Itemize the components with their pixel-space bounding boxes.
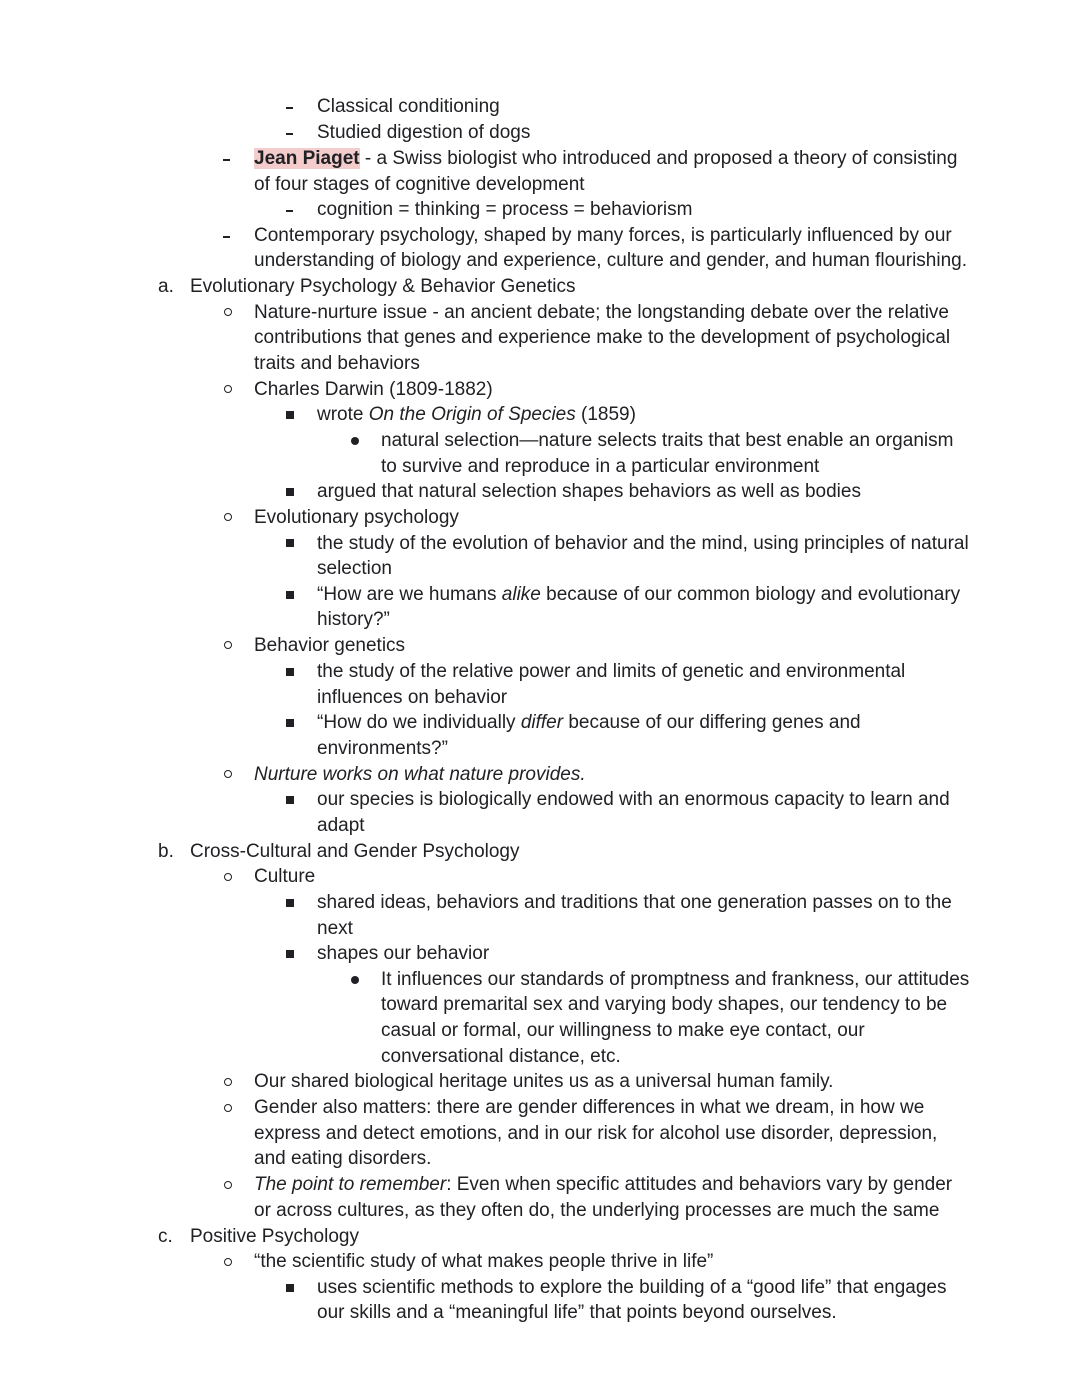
circle-bullet	[224, 385, 232, 393]
circle-bullet	[224, 873, 232, 881]
note-line: adapt	[317, 815, 365, 836]
note-line: “How are we humans alike because of our common biology and evolutionary	[317, 584, 961, 605]
square-bullet	[286, 539, 294, 547]
circle-bullet	[224, 308, 232, 316]
note-line: influences on behavior	[317, 687, 508, 708]
note-line: Gender also matters: there are gender differences in what we dream, in how we	[254, 1097, 925, 1118]
note-line: uses scientific methods to explore the building of a “good life” that engages	[317, 1277, 947, 1298]
circle-bullet	[224, 641, 232, 649]
note-line: and eating disorders.	[254, 1148, 432, 1169]
disc-bullet	[351, 976, 359, 984]
piaget-line: Jean Piaget - a Swiss biologist who introduced and proposed a theory of consisting	[254, 148, 958, 169]
note-line: toward premarital sex and varying body shapes, our tendency to be	[381, 994, 948, 1015]
circle-bullet	[224, 1181, 232, 1189]
note-line: Nature-nurture issue - an ancient debate; the longstanding debate over the relative	[254, 302, 950, 323]
note-line: argued that natural selection shapes behaviors as well as bodies	[317, 481, 861, 502]
note-line: selection	[317, 558, 392, 579]
square-bullet	[286, 899, 294, 907]
note-line: the study of the relative power and limits of genetic and environmental	[317, 661, 906, 682]
section-marker: a.	[158, 276, 174, 297]
note-line: or across cultures, as they often do, the underlying processes are much the same	[254, 1200, 940, 1221]
section-marker: b.	[158, 841, 174, 862]
circle-bullet	[224, 513, 232, 521]
section-heading: Evolutionary Psychology & Behavior Genetics	[190, 276, 576, 297]
dash-bullet	[286, 107, 293, 109]
circle-bullet	[224, 770, 232, 778]
note-line: Charles Darwin (1809-1882)	[254, 379, 493, 400]
note-line: traits and behaviors	[254, 353, 420, 374]
note-line: conversational distance, etc.	[381, 1046, 621, 1067]
note-line: Studied digestion of dogs	[317, 122, 531, 143]
note-line: “the scientific study of what makes people thrive in life”	[254, 1251, 714, 1272]
note-line: Classical conditioning	[317, 96, 500, 117]
note-line: Our shared biological heritage unites us as a universal human family.	[254, 1071, 834, 1092]
square-bullet	[286, 1284, 294, 1292]
note-line: shared ideas, behaviors and traditions that one generation passes on to the	[317, 892, 952, 913]
square-bullet	[286, 668, 294, 676]
note-line: Behavior genetics	[254, 635, 406, 656]
note-line: our skills and a “meaningful life” that points beyond ourselves.	[317, 1302, 837, 1323]
square-bullet	[286, 411, 294, 419]
note-line: wrote On the Origin of Species (1859)	[317, 404, 636, 425]
dash-bullet	[286, 133, 293, 135]
note-line: Culture	[254, 866, 316, 887]
note-line: our species is biologically endowed with an enormous capacity to learn and	[317, 789, 950, 810]
section-heading: Cross-Cultural and Gender Psychology	[190, 841, 520, 862]
note-line: of four stages of cognitive development	[254, 174, 585, 195]
dash-bullet	[223, 236, 230, 238]
note-line: “How do we individually differ because of our differing genes and	[317, 712, 861, 733]
note-line: contributions that genes and experience make to the development of psychological	[254, 327, 951, 348]
square-bullet	[286, 950, 294, 958]
note-line: cognition = thinking = process = behaviorism	[317, 199, 693, 220]
note-line: It influences our standards of promptness and frankness, our attitudes	[381, 969, 970, 990]
square-bullet	[286, 591, 294, 599]
square-bullet	[286, 488, 294, 496]
note-line: express and detect emotions, and in our risk for alcohol use disorder, depression,	[254, 1123, 938, 1144]
note-line: to survive and reproduce in a particular environment	[381, 456, 820, 477]
note-line: Nurture works on what nature provides.	[254, 764, 586, 785]
note-line: history?”	[317, 609, 390, 630]
circle-bullet	[224, 1104, 232, 1112]
dash-bullet	[286, 210, 293, 212]
note-line: casual or formal, our willingness to make eye contact, our	[381, 1020, 865, 1041]
section-heading: Positive Psychology	[190, 1226, 359, 1247]
section-marker: c.	[158, 1226, 173, 1247]
circle-bullet	[224, 1078, 232, 1086]
note-line: Evolutionary psychology	[254, 507, 459, 528]
dash-bullet	[223, 159, 230, 161]
note-line: environments?”	[317, 738, 448, 759]
note-line: natural selection—nature selects traits that best enable an organism	[381, 430, 954, 451]
circle-bullet	[224, 1258, 232, 1266]
note-line: The point to remember: Even when specific attitudes and behaviors vary by gender	[254, 1174, 953, 1195]
square-bullet	[286, 796, 294, 804]
note-line: understanding of biology and experience, culture and gender, and human flourishing.	[254, 250, 968, 271]
note-line: Contemporary psychology, shaped by many forces, is particularly influenced by our	[254, 225, 952, 246]
note-line: the study of the evolution of behavior and the mind, using principles of natural	[317, 533, 969, 554]
note-line: shapes our behavior	[317, 943, 490, 964]
highlighted-name: Jean Piaget	[254, 148, 360, 169]
note-line: next	[317, 918, 353, 939]
disc-bullet	[351, 437, 359, 445]
square-bullet	[286, 719, 294, 727]
